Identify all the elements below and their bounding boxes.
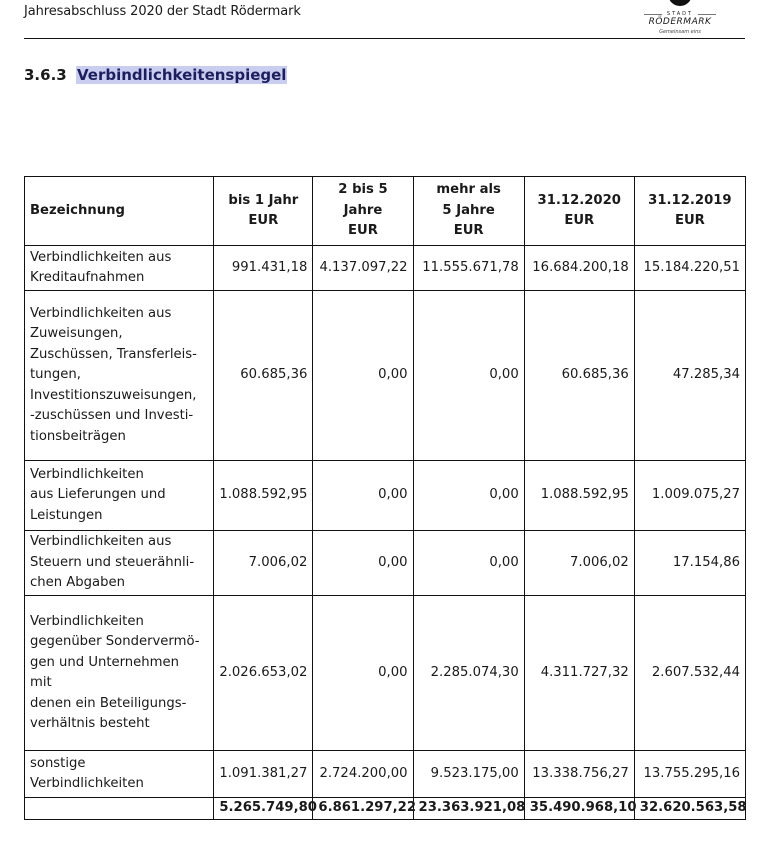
cell-bis-1-jahr: 60.685,36 (214, 291, 313, 461)
header-mehr-als-5-jahre: mehr als 5 Jahre EUR (413, 177, 524, 246)
row-label: Verbindlichkeiten aus Kreditaufnahmen (25, 246, 214, 291)
logo-emblem-icon (668, 0, 692, 6)
cell-mehr-als-5-jahre: 0,00 (413, 531, 524, 596)
table-row (25, 531, 746, 596)
cell-mehr-als-5-jahre: 2.285.074,30 (413, 596, 524, 751)
cell-mehr-als-5-jahre: 0,00 (413, 291, 524, 461)
cell-bis-1-jahr: 991.431,18 (214, 246, 313, 291)
cell-31-12-2019: 2.607.532,44 (634, 596, 745, 751)
cell-2-bis-5-jahre: 0,00 (313, 461, 413, 531)
document-header-title: Jahresabschluss 2020 der Stadt Rödermark (24, 4, 301, 19)
header-bis-1-jahr: bis 1 Jahr EUR (214, 177, 313, 246)
cell-2-bis-5-jahre: 0,00 (313, 596, 413, 751)
row-label: Verbindlichkeiten aus Steuern und steuerähnli- chen Abgaben (25, 531, 214, 596)
table-row (25, 246, 746, 291)
header-31-12-2019: 31.12.2019 EUR (634, 177, 745, 246)
logo-city-name: RÖDERMARK (648, 17, 712, 27)
cell-bis-1-jahr: 1.091.381,27 (214, 751, 313, 798)
cell-2-bis-5-jahre: 0,00 (313, 291, 413, 461)
row-label: Verbindlichkeiten aus Lieferungen und Leistungen (25, 461, 214, 531)
cell-2-bis-5-jahre: 0,00 (313, 531, 413, 596)
table-row (25, 596, 746, 751)
cell-bis-1-jahr: 7.006,02 (214, 531, 313, 596)
row-label: Verbindlichkeiten aus Zuweisungen, Zuschüssen, Transferleis- tungen, Investitionszuweisungen, -zuschüssen und Investi- tionsbeiträgen (25, 291, 214, 461)
section-number: 3.6.3 (24, 66, 67, 84)
logo-line1: STADT (640, 11, 720, 17)
header-bezeichnung: Bezeichnung (25, 177, 214, 246)
cell-mehr-als-5-jahre: 0,00 (413, 461, 524, 531)
row-label: sonstige Verbindlichkeiten (25, 751, 214, 798)
cell-31-12-2020: 13.338.756,27 (524, 751, 634, 798)
cell-31-12-2019: 47.285,34 (634, 291, 745, 461)
total-bis-1-jahr: 5.265.749,80 (214, 798, 313, 820)
header-divider (24, 38, 745, 39)
cell-31-12-2019: 15.184.220,51 (634, 246, 745, 291)
cell-31-12-2020: 7.006,02 (524, 531, 634, 596)
table-row (25, 291, 746, 461)
cell-31-12-2020: 4.311.727,32 (524, 596, 634, 751)
table-header-row (25, 177, 746, 246)
cell-31-12-2019: 17.154,86 (634, 531, 745, 596)
logo-tagline: Gemeinsam eins (659, 29, 701, 35)
liabilities-table (24, 176, 746, 820)
header-2-bis-5-jahre: 2 bis 5 Jahre EUR (313, 177, 413, 246)
total-label (25, 798, 214, 820)
city-logo (640, 0, 720, 38)
total-31-12-2020: 35.490.968,10 (524, 798, 634, 820)
cell-bis-1-jahr: 1.088.592,95 (214, 461, 313, 531)
cell-2-bis-5-jahre: 4.137.097,22 (313, 246, 413, 291)
cell-31-12-2019: 13.755.295,16 (634, 751, 745, 798)
total-31-12-2019: 32.620.563,58 (634, 798, 745, 820)
table-row (25, 461, 746, 531)
header-31-12-2020: 31.12.2020 EUR (524, 177, 634, 246)
cell-bis-1-jahr: 2.026.653,02 (214, 596, 313, 751)
cell-mehr-als-5-jahre: 11.555.671,78 (413, 246, 524, 291)
cell-31-12-2020: 16.684.200,18 (524, 246, 634, 291)
row-label: Verbindlichkeiten gegenüber Sondervermö- gen und Unternehmen mit denen ein Beteiligungs- verhältnis besteht (25, 596, 214, 751)
section-title: Verbindlichkeitenspiegel (77, 66, 287, 84)
table-row (25, 751, 746, 798)
cell-31-12-2020: 1.088.592,95 (524, 461, 634, 531)
table-total-row (25, 798, 746, 820)
cell-2-bis-5-jahre: 2.724.200,00 (313, 751, 413, 798)
section-heading (24, 66, 287, 84)
cell-mehr-als-5-jahre: 9.523.175,00 (413, 751, 524, 798)
cell-31-12-2019: 1.009.075,27 (634, 461, 745, 531)
total-2-bis-5-jahre: 6.861.297,22 (313, 798, 413, 820)
cell-31-12-2020: 60.685,36 (524, 291, 634, 461)
total-mehr-als-5-jahre: 23.363.921,08 (413, 798, 524, 820)
